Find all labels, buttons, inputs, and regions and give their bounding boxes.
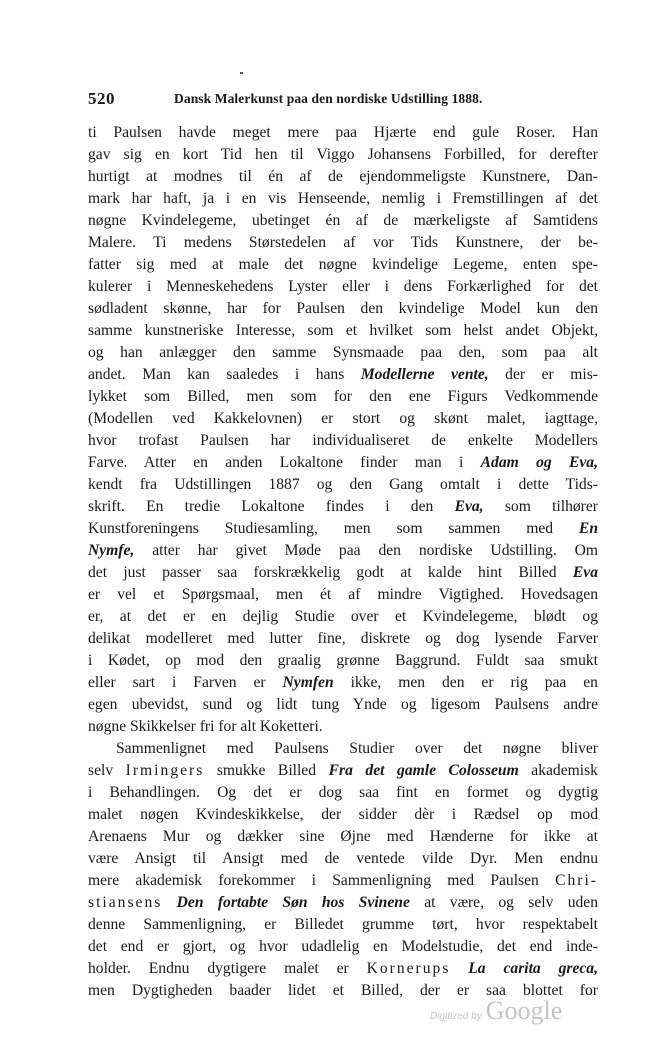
text-line: [88, 474, 598, 496]
text-segment: selv: [88, 762, 126, 779]
text-segment: kulerer i Menneskehedens Lyster eller i dens Forkærlighed for det: [88, 278, 598, 295]
text-line: [88, 848, 598, 870]
text-segment: akademisk: [518, 762, 598, 779]
text-segment: hurtigt at modnes til én af de ejendommeligste Kunstnere, Dan-: [88, 168, 598, 185]
text-line: [88, 386, 598, 408]
italic-title: Eva: [572, 564, 598, 581]
text-segment: (Modellen ved Kakkelovnen) er stort og skønt malet, iagttage,: [88, 410, 598, 427]
text-line: [88, 166, 598, 188]
text-line: [88, 936, 598, 958]
text-segment: det end er gjort, og hvor udadlelig en Modelstudie, det end inde-: [88, 938, 598, 955]
text-segment: smukke Billed: [204, 762, 329, 779]
page-number: 520: [88, 89, 115, 108]
text-segment: [162, 894, 176, 911]
text-segment: der er mis-: [488, 366, 598, 383]
text-line: [88, 342, 598, 364]
text-segment: gav sig en kort Tid hen til Viggo Johansens Forbilled, for derefter: [88, 146, 598, 163]
watermark-prefix: Digitized by: [430, 1011, 482, 1022]
text-line: [88, 870, 598, 892]
text-segment: mark har haft, ja i en vis Henseende, nemlig i Fremstillingen af det: [88, 190, 598, 207]
text-line: [88, 496, 598, 518]
spaced-name: Kornerups: [366, 960, 451, 977]
text-segment: malet nøgen Kvindeskikkelse, der sidder dèr i Rædsel op mod: [88, 806, 598, 823]
text-line: [88, 540, 598, 562]
text-segment: Farve. Atter en anden Lokaltone finder man i: [88, 454, 481, 471]
text-segment: eller sart i Farven er: [88, 674, 283, 691]
text-segment: i Kødet, op mod den graalig grønne Baggrund. Fuldt saa smukt: [88, 652, 598, 669]
text-line: [88, 144, 598, 166]
text-line: [88, 276, 598, 298]
text-line: [88, 518, 598, 540]
digitized-watermark: [430, 996, 562, 1026]
text-line: [88, 364, 598, 386]
text-line: [88, 232, 598, 254]
text-line: [88, 430, 598, 452]
text-segment: og han anlægger den samme Synsmaade paa den, som paa alt: [88, 344, 598, 361]
text-segment: være Ansigt til Ansigt med de ventede vilde Dyr. Men endnu: [88, 850, 598, 867]
text-segment: er vel et Spørgsmaal, men ét af mindre Vigtighed. Hovedsagen: [88, 586, 598, 603]
text-line: [88, 628, 598, 650]
text-segment: delikat modelleret med lutter fine, diskrete og dog lysende Farver: [88, 630, 598, 647]
text-line: [88, 452, 598, 474]
italic-title: La carita greca,: [468, 960, 598, 977]
text-segment: hvor trofast Paulsen har individualiseret de enkelte Modellers: [88, 432, 598, 449]
italic-title: Nymfe,: [88, 542, 135, 559]
text-line: [88, 782, 598, 804]
text-line: [88, 562, 598, 584]
italic-title: Nymfen: [282, 674, 334, 691]
text-line: [88, 804, 598, 826]
text-line: [88, 716, 598, 738]
text-line: [88, 188, 598, 210]
text-line: [88, 738, 598, 760]
text-line: [88, 210, 598, 232]
text-segment: denne Sammenligning, er Billedet grumme tørt, hvor respektabelt: [88, 916, 598, 933]
text-line: [88, 320, 598, 342]
text-segment: andet. Man kan saaledes i hans: [88, 366, 361, 383]
italic-title: Eva,: [454, 498, 484, 515]
text-segment: Malere. Ti medens Størstedelen af vor Tids Kunstnere, der be-: [88, 234, 598, 251]
text-segment: nøgne Skikkelser fri for alt Koketteri.: [88, 718, 323, 735]
text-segment: skrift. En tredie Lokaltone findes i den: [88, 498, 455, 515]
text-segment: kendt fra Udstillingen 1887 og den Gang omtalt i dette Tids-: [88, 476, 598, 493]
spaced-name: Irmingers: [125, 762, 205, 779]
text-line: [88, 606, 598, 628]
text-segment: fatter sig med at male det nøgne kvindelige Legeme, enten spe-: [88, 256, 598, 273]
text-line: [88, 122, 598, 144]
text-segment: [450, 960, 468, 977]
page-mark: [240, 72, 243, 74]
text-segment: holder. Endnu dygtigere malet er: [88, 960, 367, 977]
text-line: [88, 254, 598, 276]
text-segment: det just passer saa forskrækkelig godt at kalde hint Billed: [88, 564, 573, 581]
text-line: [88, 672, 598, 694]
text-segment: som tilhører: [483, 498, 598, 515]
text-line: [88, 760, 598, 782]
text-segment: mere akademisk forekommer i Sammenligning med Paulsen: [88, 872, 556, 889]
text-line: [88, 298, 598, 320]
text-segment: at være, og selv uden: [409, 894, 599, 911]
text-line: [88, 584, 598, 606]
italic-title: Fra det gamle Colosseum: [328, 762, 519, 779]
text-segment: Arenaens Mur og dækker sine Øjne med Hænderne for ikke at: [88, 828, 598, 845]
text-line: [88, 892, 598, 914]
text-segment: sødladent skønne, har for Paulsen den kvindelige Model kun den: [88, 300, 598, 317]
text-line: [88, 826, 598, 848]
italic-title: En: [578, 520, 598, 537]
text-segment: ikke, men den er rig paa en: [333, 674, 598, 691]
italic-title: Adam og Eva,: [480, 454, 598, 471]
text-segment: i Behandlingen. Og det er dog saa fint en formet og dygtig: [88, 784, 598, 801]
text-line: [88, 694, 598, 716]
running-title: Dansk Malerkunst paa den nordiske Udstilling 1888.: [174, 91, 483, 106]
google-logo: Google: [485, 996, 563, 1025]
italic-title: Modellerne vente,: [360, 366, 489, 383]
spaced-name: Chri-: [555, 872, 598, 889]
text-segment: Kunstforeningens Studiesamling, men som sammen med: [88, 520, 579, 537]
text-segment: nøgne Kvindelegeme, ubetinget én af de mærkeligste af Samtidens: [88, 212, 598, 229]
text-line: [88, 958, 598, 980]
text-segment: lykket som Billed, men som for den ene Figurs Vedkommende: [88, 388, 598, 405]
text-segment: egen ubevidst, sund og lidt tung Ynde og ligesom Paulsens andre: [88, 696, 598, 713]
text-segment: ti Paulsen havde meget mere paa Hjærte end gule Roser. Han: [88, 124, 598, 141]
text-line: [88, 408, 598, 430]
spaced-name: stiansens: [88, 894, 163, 911]
text-segment: samme kunstneriske Interesse, som et hvilket som helst andet Objekt,: [88, 322, 598, 339]
text-line: [88, 914, 598, 936]
italic-title: Den fortabte Søn hos Svinene: [176, 894, 410, 911]
page-header: [88, 89, 558, 111]
body-text: [88, 122, 598, 1002]
text-line: [88, 650, 598, 672]
text-segment: men Dygtigheden baader lidet et Billed, der er saa blottet for: [88, 982, 598, 999]
text-segment: atter har givet Møde paa den nordiske Udstilling. Om: [134, 542, 598, 559]
text-segment: er, at det er en dejlig Studie over et Kvindelegeme, blødt og: [88, 608, 598, 625]
text-segment: Sammenlignet med Paulsens Studier over det nøgne bliver: [116, 740, 598, 757]
